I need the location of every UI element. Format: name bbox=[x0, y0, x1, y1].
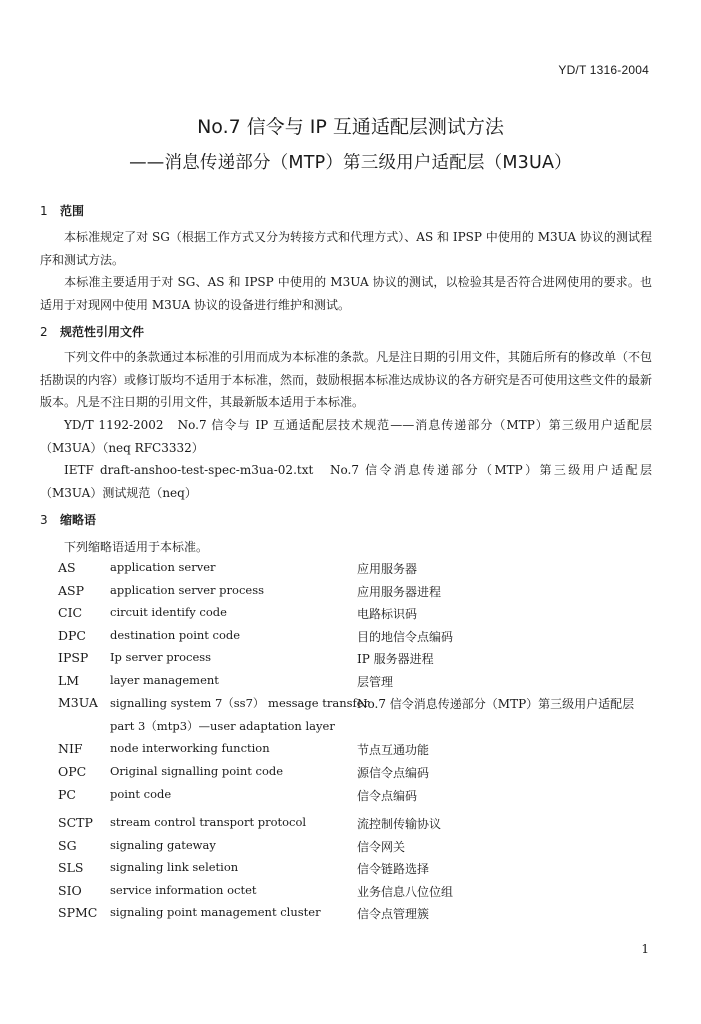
abbreviation-code: SIO bbox=[58, 882, 82, 898]
document-title: No.7 信令与 IP 互通适配层测试方法 bbox=[197, 116, 504, 138]
section-title: 规范性引用文件 bbox=[60, 325, 145, 339]
abbreviation-code: NIF bbox=[58, 741, 83, 756]
abbreviation-code: DPC bbox=[58, 627, 86, 643]
paragraph bbox=[40, 536, 652, 559]
abbreviation-chinese: 应用服务器 bbox=[357, 562, 418, 576]
abbreviation-chinese: 流控制传输协议 bbox=[357, 817, 442, 831]
abbreviation-chinese: 源信令点编码 bbox=[357, 766, 430, 780]
abbreviation-code: ASP bbox=[58, 582, 85, 598]
reference-item bbox=[40, 459, 652, 504]
page-number: 1 bbox=[641, 942, 649, 956]
abbreviation-english: service information octet bbox=[110, 882, 257, 897]
paragraph bbox=[40, 271, 652, 316]
section-title: 缩略语 bbox=[60, 513, 97, 527]
abbreviation-chinese: 节点互通功能 bbox=[357, 743, 430, 757]
section-heading-references bbox=[40, 323, 144, 340]
abbreviation-english: signaling point management cluster bbox=[110, 905, 321, 919]
abbreviation-code: M3UA bbox=[58, 695, 98, 710]
abbreviation-english: signalling system 7（ss7） message transfer bbox=[110, 696, 370, 710]
abbreviation-english: stream control transport protocol bbox=[110, 815, 307, 829]
abbreviation-chinese: No.7 信令消息传递部分（MTP）第三级用户适配层 bbox=[357, 697, 635, 711]
abbreviation-chinese: 信令链路选择 bbox=[357, 862, 430, 876]
standard-code: YD/T 1316-2004 bbox=[558, 63, 649, 77]
abbreviation-english: Ip server process bbox=[110, 650, 212, 664]
section-number: 1 bbox=[40, 204, 48, 218]
abbreviation-english: application server bbox=[110, 560, 216, 574]
section-title: 范围 bbox=[60, 204, 85, 218]
abbreviation-code: PC bbox=[58, 787, 76, 802]
abbreviation-english: signaling gateway bbox=[110, 837, 216, 852]
paragraph bbox=[40, 226, 652, 271]
reference-text: YD/T 1192-2002 No.7 信令与 IP 互通适配层技术规范——消息传递部分（MTP）第三级用户适配层（M3UA）（neq RFC3332） bbox=[40, 418, 652, 455]
abbreviation-chinese: 信令点管理簇 bbox=[357, 907, 430, 921]
abbreviation-chinese: 电路标识码 bbox=[357, 607, 418, 621]
abbreviation-english: circuit identify code bbox=[110, 605, 227, 619]
abbreviation-chinese: 目的地信令点编码 bbox=[357, 629, 454, 644]
abbreviation-code: OPC bbox=[58, 764, 87, 779]
document-subtitle: ——消息传递部分（MTP）第三级用户适配层（M3UA） bbox=[129, 153, 572, 173]
abbreviation-code: LM bbox=[58, 672, 80, 688]
reference-item bbox=[40, 414, 652, 459]
section-number: 2 bbox=[40, 325, 48, 339]
abbreviation-english: destination point code bbox=[110, 627, 241, 642]
paragraph-text: 下列缩略语适用于本标准。 bbox=[64, 540, 209, 554]
paragraph-text: 下列文件中的条款通过本标准的引用而成为本标准的条款。凡是注日期的引用文件，其随后所有的修改单（不包括勘误的内容）或修订版均不适用于本标准，然而，鼓励根据本标准达成协议的各方研究是否可使用这些文件的最新版本。凡是不注日期的引用文件，其最新版本适用于本标准。 bbox=[40, 350, 653, 409]
abbreviation-chinese: 业务信息八位位组 bbox=[357, 884, 454, 899]
abbreviation-english: point code bbox=[110, 787, 172, 801]
abbreviation-english: node interworking function bbox=[110, 741, 270, 755]
paragraph-text: 本标准规定了对 SG（根据工作方式又分为转接方式和代理方式）、AS 和 IPSP 中使用的 M3UA 协议的测试程序和测试方法。 bbox=[40, 230, 652, 267]
abbreviation-code: IPSP bbox=[58, 650, 89, 665]
abbreviation-code: AS bbox=[58, 560, 76, 575]
reference-text: IETF draft-anshoo-test-spec-m3ua-02.txt No.7 信令消息传递部分（MTP）第三级用户适配层（M3UA）测试规范（neq） bbox=[40, 463, 652, 500]
abbreviation-english: Original signalling point code bbox=[110, 764, 284, 778]
abbreviation-code: CIC bbox=[58, 605, 83, 620]
abbreviation-english: application server process bbox=[110, 582, 265, 597]
abbreviation-chinese: IP 服务器进程 bbox=[357, 652, 434, 666]
abbreviation-chinese: 层管理 bbox=[357, 674, 394, 689]
abbreviation-code: SPMC bbox=[58, 905, 98, 920]
abbreviation-english: signaling link seletion bbox=[110, 860, 239, 874]
section-number: 3 bbox=[40, 513, 48, 527]
paragraph-text: 本标准主要适用于对 SG、AS 和 IPSP 中使用的 M3UA 协议的测试，以检验其是否符合进网使用的要求。也适用于对现网中使用 M3UA 协议的设备进行维护和测试。 bbox=[40, 275, 652, 312]
abbreviation-english-continued: part 3（mtp3）—user adaptation layer bbox=[110, 718, 335, 733]
abbreviation-chinese: 应用服务器进程 bbox=[357, 584, 442, 599]
section-heading-scope bbox=[40, 202, 84, 219]
abbreviation-chinese: 信令网关 bbox=[357, 839, 406, 854]
abbreviation-code: SG bbox=[58, 837, 77, 853]
paragraph bbox=[40, 346, 652, 414]
abbreviation-english: layer management bbox=[110, 672, 219, 687]
abbreviation-code: SLS bbox=[58, 860, 84, 875]
abbreviation-code: SCTP bbox=[58, 815, 93, 830]
abbreviation-chinese: 信令点编码 bbox=[357, 789, 418, 803]
section-heading-abbreviations bbox=[40, 511, 96, 528]
